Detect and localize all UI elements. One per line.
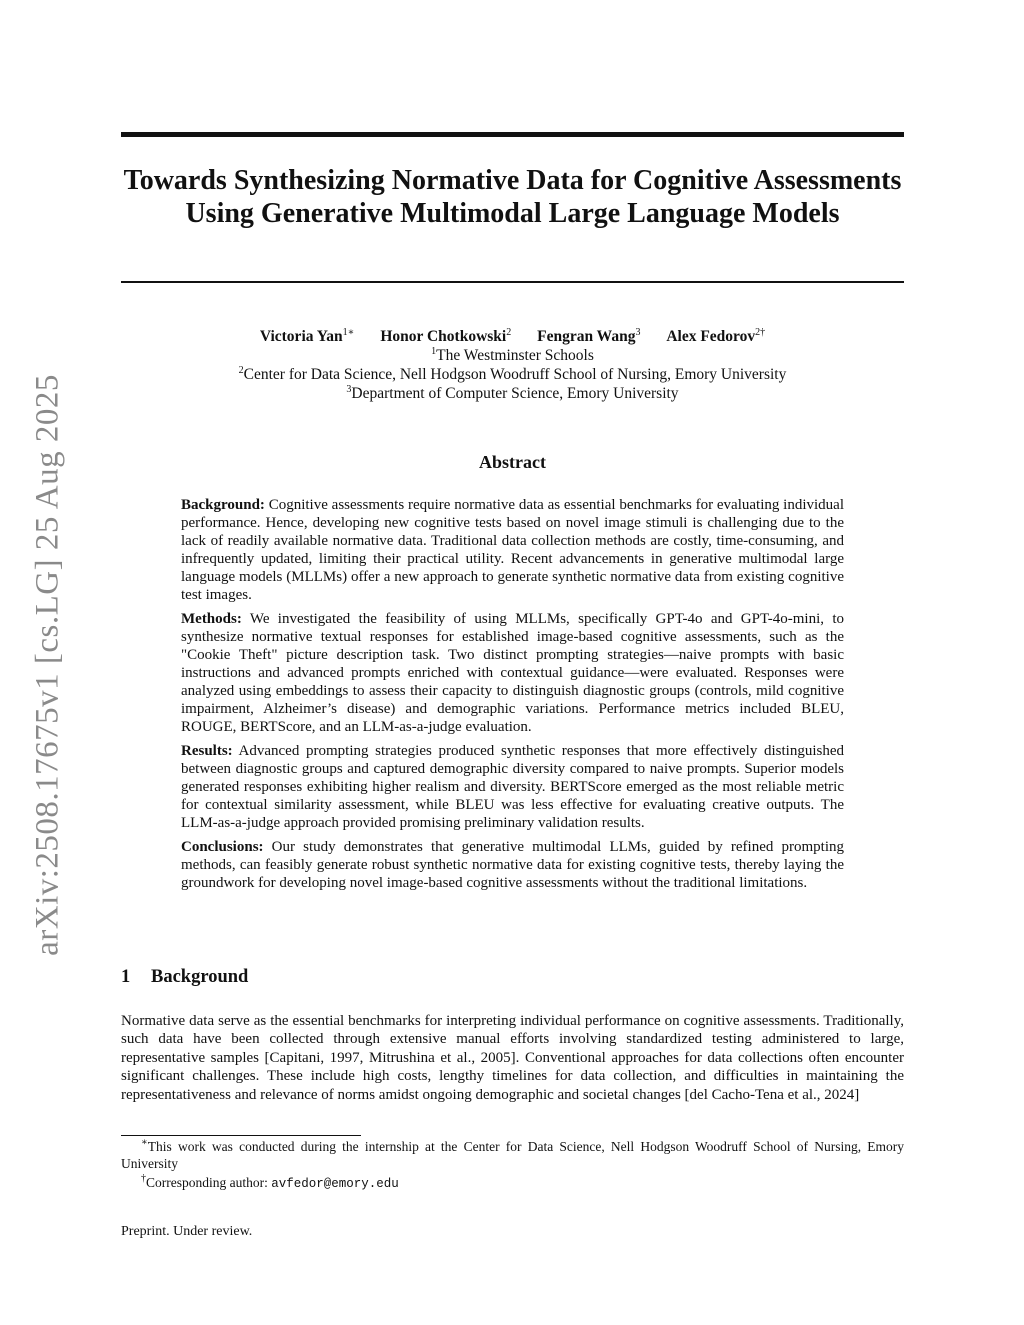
footnote: ∗This work was conducted during the internship at the Center for Data Science, Nell Hodgson Woodruff School of Nursing, Emory University (121, 1137, 904, 1171)
title-top-rule (121, 132, 904, 137)
footnote-rule (121, 1135, 361, 1136)
title-bottom-rule (121, 281, 904, 283)
author-list (121, 327, 904, 346)
affiliation: $^1$The Westminster Schools (431, 346, 594, 364)
paper-title: Towards Synthesizing Normative Data for Cognitive Assessments Using Generative Multimodal Large Language Models (123, 165, 902, 229)
abstract-body (181, 496, 844, 898)
section-heading (121, 967, 248, 988)
section-title: Background (151, 967, 249, 987)
author-block (121, 327, 904, 403)
abstract-paragraph-methods: Methods: We investigated the feasibility of using MLLMs, specifically GPT-4o and GPT-4o-mini, to synthesize normative textual responses for established image-based cognitive assessments, such as the "Cookie Theft" picture description task. Two distinct prompting strategies—naive prompts with basic instructions and advanced prompts enriched with contextual guidance—were evaluated. Responses were analyzed using embeddings to assess their capacity to distinguish diagnostic groups (controls, mild cognitive impairment, Alzheimer’s disease) and demographic variations. Performance metrics included BLEU, ROUGE, BERTScore, and an LLM-as-a-judge evaluation. (181, 611, 844, 735)
author: Fengran Wang$^3$ (537, 327, 641, 345)
abstract-paragraph-results: Results: Advanced prompting strategies produced synthetic responses that more effectively distinguished between diagnostic groups and captured demographic diversity compared to naive prompts. Superior models generated responses exhibiting higher realism and diversity. BERTScore emerged as the most reliable metric for contextual similarity assessment, while BLEU was less effective for evaluating creative outputs. The LLM-as-a-judge approach provided promising preliminary validation results. (181, 743, 844, 831)
section-number: 1 (121, 967, 131, 987)
footnotes (121, 1139, 904, 1196)
affiliation: $^2$Center for Data Science, Nell Hodgson Woodruff School of Nursing, Emory University (238, 365, 787, 383)
arxiv-identifier-stamp: arXiv:2508.17675v1 [cs.LG] 25 Aug 2025 (29, 374, 66, 956)
abstract-heading: Abstract (479, 452, 546, 472)
abstract-paragraph-conclusions: Conclusions: Our study demonstrates that generative multimodal LLMs, guided by refined prompting methods, can feasibly generate robust synthetic normative data for existing cognitive tests, thereby laying the groundwork for developing novel image-based cognitive assessments without the traditional limitations. (181, 839, 844, 891)
author: Honor Chotkowski$^2$ (380, 327, 512, 345)
corresponding-email-link[interactable]: avfedor@emory.edu (271, 1177, 399, 1191)
author: Victoria Yan$^{1∗}$ (259, 327, 355, 345)
affiliation: $^3$Department of Computer Science, Emory University (346, 384, 679, 402)
section-body-paragraph: Normative data serve as the essential benchmarks for interpreting individual performance on cognitive assessments. Traditionally, such data have been collected through extensive manual efforts involving standardized testing administered to large, representative samples [Capitani, 1997, Mitrushina et al., 2005]. Conventional approaches for data collections often encounter significant challenges. These include high costs, lengthy timelines for data collection, and difficulties in maintaining the representativeness and relevance of norms amidst ongoing demographic and societal changes [del Cacho-Tena et al., 2024] (121, 1013, 904, 1103)
footnote: †Corresponding author: avfedor@emory.edu (141, 1173, 399, 1191)
author: Alex Fedorov$^{2\dagger}$ (666, 327, 766, 345)
abstract-paragraph-background: Background: Cognitive assessments require normative data as essential benchmarks for evaluating individual performance. Hence, developing new cognitive tests based on novel image stimuli is challenging due to the lack of readily available normative data. Traditional data collection methods are costly, time-consuming, and infrequently updated, limiting their practical utility. Recent advancements in generative multimodal large language models (MLLMs) offer a new approach to generate synthetic normative data from existing cognitive test images. (181, 497, 844, 603)
preprint-footer: Preprint. Under review. (121, 1224, 253, 1239)
